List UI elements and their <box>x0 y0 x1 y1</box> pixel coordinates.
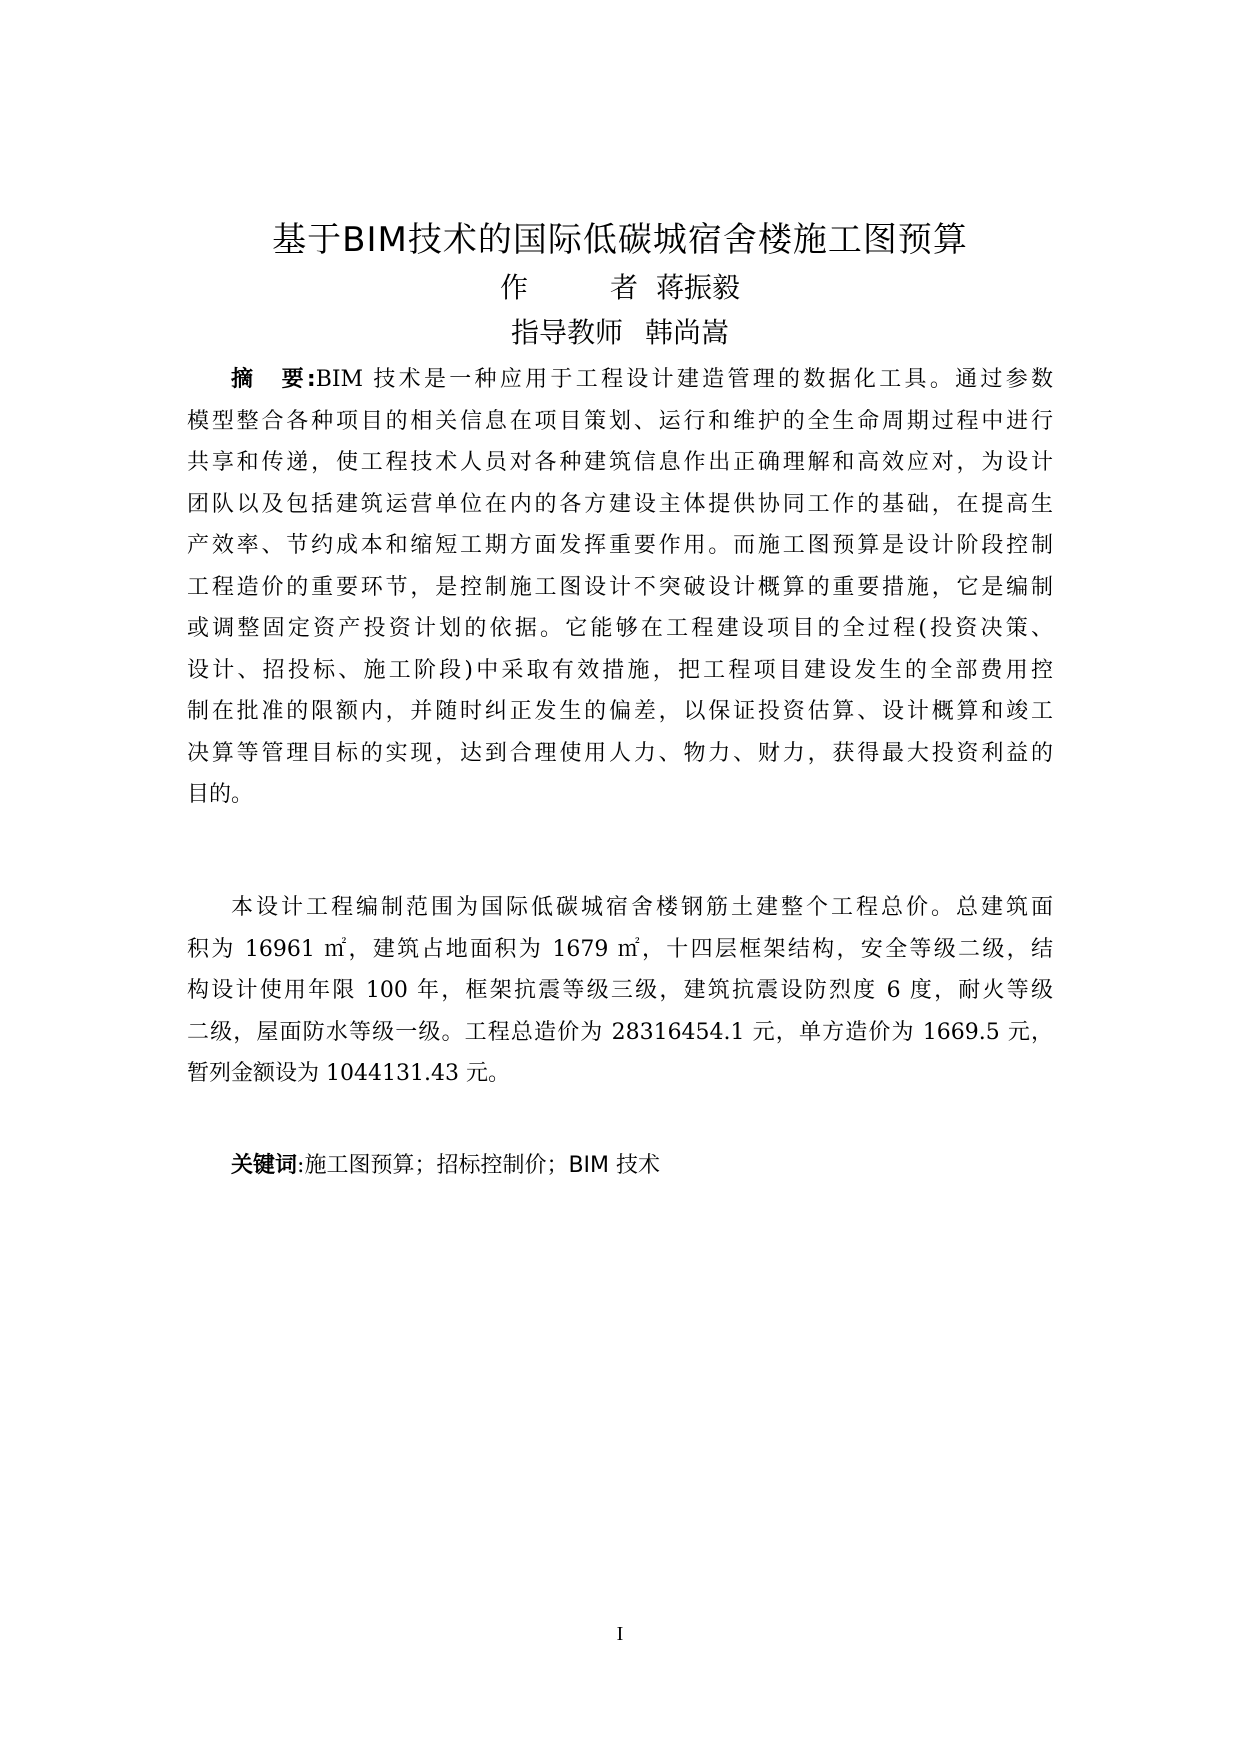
author-label: 作者 <box>499 271 638 304</box>
advisor-label: 指导教师 <box>510 316 623 349</box>
keywords-line <box>187 1145 1053 1187</box>
abstract-line: 目的。 <box>187 782 254 807</box>
keywords-text: 施工图预算；招标控制价；BIM 技术 <box>304 1153 660 1178</box>
author-name: 蒋振毅 <box>655 271 740 304</box>
page-title: 基于BIM技术的国际低碳城宿舍楼施工图预算 <box>272 220 968 260</box>
summary-line: 构设计使用年限 100 年，框架抗震等级三级，建筑抗震设防烈度 6 度，耐火等级 <box>187 978 1053 1003</box>
abstract-colon: : <box>306 367 316 392</box>
page-number: I <box>616 1623 624 1645</box>
abstract-line: 产效率、节约成本和缩短工期方面发挥重要作用。而施工图预算是设计阶段控制 <box>187 533 1053 558</box>
abstract-line: 决算等管理目标的实现，达到合理使用人力、物力、财力，获得最大投资利益的 <box>187 740 1053 766</box>
abstract-line: 设计、招投标、施工阶段)中采取有效措施，把工程项目建设发生的全部费用控 <box>187 657 1053 683</box>
summary-line: 积为 16961 ㎡，建筑占地面积为 1679 ㎡，十四层框架结构，安全等级二级，结 <box>187 936 1053 962</box>
abstract-paragraph <box>187 359 1053 816</box>
keywords-colon: : <box>297 1153 305 1178</box>
summary-line: 暂列金额设为 1044131.43 元。 <box>187 1061 510 1086</box>
abstract-line <box>187 359 1053 401</box>
abstract-line: 工程造价的重要环节，是控制施工图设计不突破设计概算的重要措施，它是编制 <box>187 574 1053 600</box>
keywords-row <box>187 1145 1053 1187</box>
abstract-line: 团队以及包括建筑运营单位在内的各方建设主体提供协同工作的基础，在提高生 <box>187 491 1053 517</box>
project-summary-paragraph <box>187 887 1053 1095</box>
abstract-line: 制在批准的限额内，并随时纠正发生的偏差，以保证投资估算、设计概算和竣工 <box>187 699 1053 724</box>
advisor-line <box>0 315 1240 351</box>
abstract-text: BIM 技术是一种应用于工程设计建造管理的数据化工具。通过参数 <box>315 367 1053 392</box>
summary-line: 二级，屋面防水等级一级。工程总造价为 28316454.1 元，单方造价为 1669.5 元， <box>187 1019 1053 1045</box>
summary-line: 本设计工程编制范围为国际低碳城宿舍楼钢筋土建整个工程总价。总建筑面 <box>231 895 1053 920</box>
author-line <box>0 270 1240 306</box>
advisor-name: 韩尚嵩 <box>645 316 730 349</box>
abstract-line: 模型整合各种项目的相关信息在项目策划、运行和维护的全生命周期过程中进行 <box>187 408 1053 434</box>
abstract-line: 或调整固定资产投资计划的依据。它能够在工程建设项目的全过程(投资决策、 <box>187 616 1053 641</box>
abstract-line: 共享和传递，使工程技术人员对各种建筑信息作出正确理解和高效应对，为设计 <box>187 450 1053 475</box>
abstract-label: 摘 要 <box>231 367 307 392</box>
keywords-label: 关键词 <box>231 1153 298 1178</box>
